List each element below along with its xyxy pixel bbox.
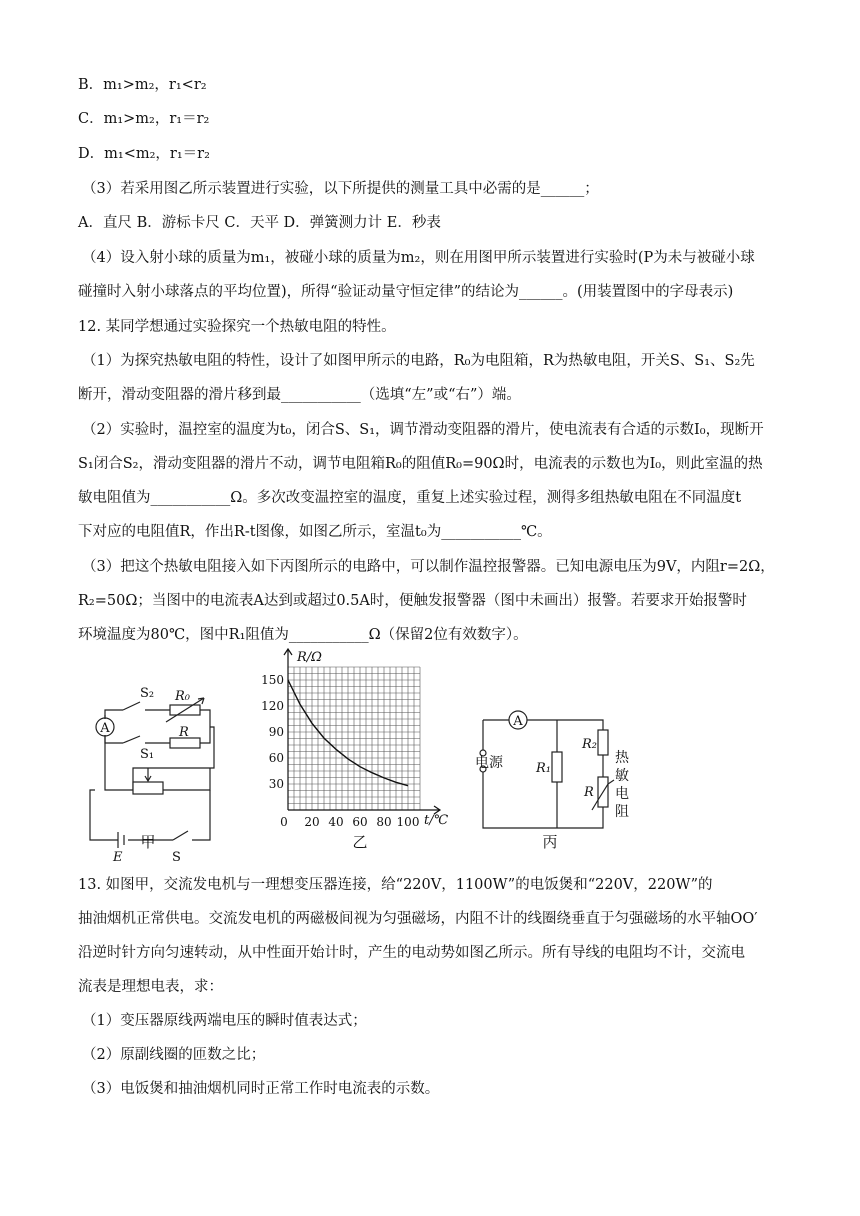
q12-stem: 12. 某同学想通过实验探究一个热敏电阻的特性。 bbox=[78, 319, 396, 335]
q13-line3: 沿逆时针方向匀速转动，从中性面开始计时，产生的电动势如图乙所示。所有导线的电阻均不计，交流电 bbox=[78, 945, 745, 961]
q12-part1-line1: （1）为探究热敏电阻的特性，设计了如图甲所示的电路，R₀为电阻箱，R为热敏电阻，开关S、S₁、S₂先 bbox=[82, 353, 755, 369]
option-c: C．m₁>m₂，r₁＝r₂ bbox=[78, 111, 210, 127]
label-r: R bbox=[584, 785, 594, 800]
q13-line2: 抽油烟机正常供电。交流发电机的两磁极间视为匀强磁场，内阻不计的线圈绕垂直于匀强磁场的水平轴OO′ bbox=[78, 911, 758, 927]
ammeter-label: A bbox=[100, 721, 110, 736]
x-tick-label: 0 bbox=[280, 815, 288, 829]
q12-part2-line4: 下对应的电阻值R，作出R-t图像，如图乙所示，室温t₀为___________℃。 bbox=[78, 524, 552, 540]
q11-part3: （3）若采用图乙所示装置进行实验，以下所提供的测量工具中必需的是______； bbox=[82, 181, 599, 197]
q12-part2-line1: （2）实验时，温控室的温度为t₀，闭合S、S₁，调节滑动变阻器的滑片，使电流表有合适的示数I₀，现断开 bbox=[82, 422, 764, 438]
caption-bing: 丙 bbox=[542, 833, 558, 851]
x-axis-label: t/℃ bbox=[424, 813, 449, 828]
label-thermistor-3: 电 bbox=[615, 786, 629, 802]
ammeter-label: A bbox=[513, 714, 523, 729]
option-d: D．m₁<m₂，r₁＝r₂ bbox=[78, 146, 210, 162]
label-r0: R₀ bbox=[175, 689, 190, 704]
q13-line4: 流表是理想电表，求： bbox=[78, 979, 223, 995]
x-tick-label: 40 bbox=[328, 815, 344, 829]
y-tick-label: 90 bbox=[268, 725, 284, 739]
label-thermistor-1: 热 bbox=[615, 750, 629, 766]
option-b: B．m₁>m₂，r₁<r₂ bbox=[78, 77, 207, 93]
x-tick-label: 80 bbox=[376, 815, 392, 829]
y-tick-label: 120 bbox=[261, 699, 284, 713]
q13-line1: 13. 如图甲，交流发电机与一理想变压器连接，给“220V，1100W”的电饭煲和“220V，220W”的 bbox=[78, 877, 713, 893]
q12-part3-line3: 环境温度为80℃，图中R₁阻值为___________Ω（保留2位有效数字）。 bbox=[78, 627, 528, 643]
x-tick-label: 100 bbox=[396, 815, 420, 829]
q12-part3-line2: R₂=50Ω；当图中的电流表A达到或超过0.5A时，便触发报警器（图中未画出）报警。若要求开始报警时 bbox=[78, 593, 747, 609]
label-s2: S₂ bbox=[140, 686, 155, 701]
q13-part3: （3）电饭煲和抽油烟机同时正常工作时电流表的示数。 bbox=[82, 1081, 440, 1097]
q11-part4-line1: （4）设入射小球的质量为m₁，被碰小球的质量为m₂，则在用图甲所示装置进行实验时(P为未与被碰小球 bbox=[82, 250, 755, 266]
label-s1: S₁ bbox=[140, 747, 155, 762]
y-tick-label: 150 bbox=[261, 673, 284, 687]
y-tick-label: 30 bbox=[268, 777, 284, 791]
x-tick-label: 60 bbox=[352, 815, 368, 829]
caption-yi: 乙 bbox=[352, 833, 368, 851]
q13-part1: （1）变压器原线两端电压的瞬时值表达式； bbox=[82, 1013, 367, 1029]
label-s: S bbox=[172, 850, 181, 865]
label-r1: R₁ bbox=[536, 761, 551, 776]
x-tick-label: 20 bbox=[304, 815, 320, 829]
q12-part3-line1: （3）把这个热敏电阻接入如下丙图所示的电路中，可以制作温控报警器。已知电源电压为9V，内阻r=2Ω， bbox=[82, 559, 775, 575]
figures bbox=[0, 640, 860, 865]
label-source: 电源 bbox=[475, 755, 503, 771]
q12-part1-line2: 断开，滑动变阻器的滑片移到最___________（选填“左”或“右”）端。 bbox=[78, 387, 521, 403]
q13-part2: （2）原副线圈的匝数之比； bbox=[82, 1047, 266, 1063]
label-thermistor-4: 阻 bbox=[615, 804, 629, 820]
q12-part2-line3: 敏电阻值为___________Ω。多次改变温控室的温度，重复上述实验过程，测得多组热敏电阻在不同温度t bbox=[78, 490, 742, 506]
q11-part3-options: A．直尺 B．游标卡尺 C．天平 D．弹簧测力计 E．秒表 bbox=[78, 215, 441, 231]
caption-jia-visible: 甲 bbox=[140, 833, 156, 851]
label-r: R bbox=[179, 725, 189, 740]
figure-yi-chart bbox=[261, 649, 449, 829]
label-r2: R₂ bbox=[582, 737, 597, 752]
q11-part4-line2: 碰撞时入射小球落点的平均位置)，所得“验证动量守恒定律”的结论为______。(用装置图中的字母表示) bbox=[78, 284, 734, 300]
y-axis-label: R/Ω bbox=[297, 650, 322, 665]
figure-bing-circuit bbox=[475, 711, 630, 828]
q12-part2-line2: S₁闭合S₂，滑动变阻器的滑片不动，调节电阻箱R₀的阻值R₀=90Ω时，电流表的示数也为I₀，则此室温的热 bbox=[78, 456, 763, 472]
y-tick-label: 60 bbox=[268, 751, 284, 765]
label-e: E bbox=[113, 850, 123, 865]
label-thermistor-2: 敏 bbox=[615, 768, 629, 784]
